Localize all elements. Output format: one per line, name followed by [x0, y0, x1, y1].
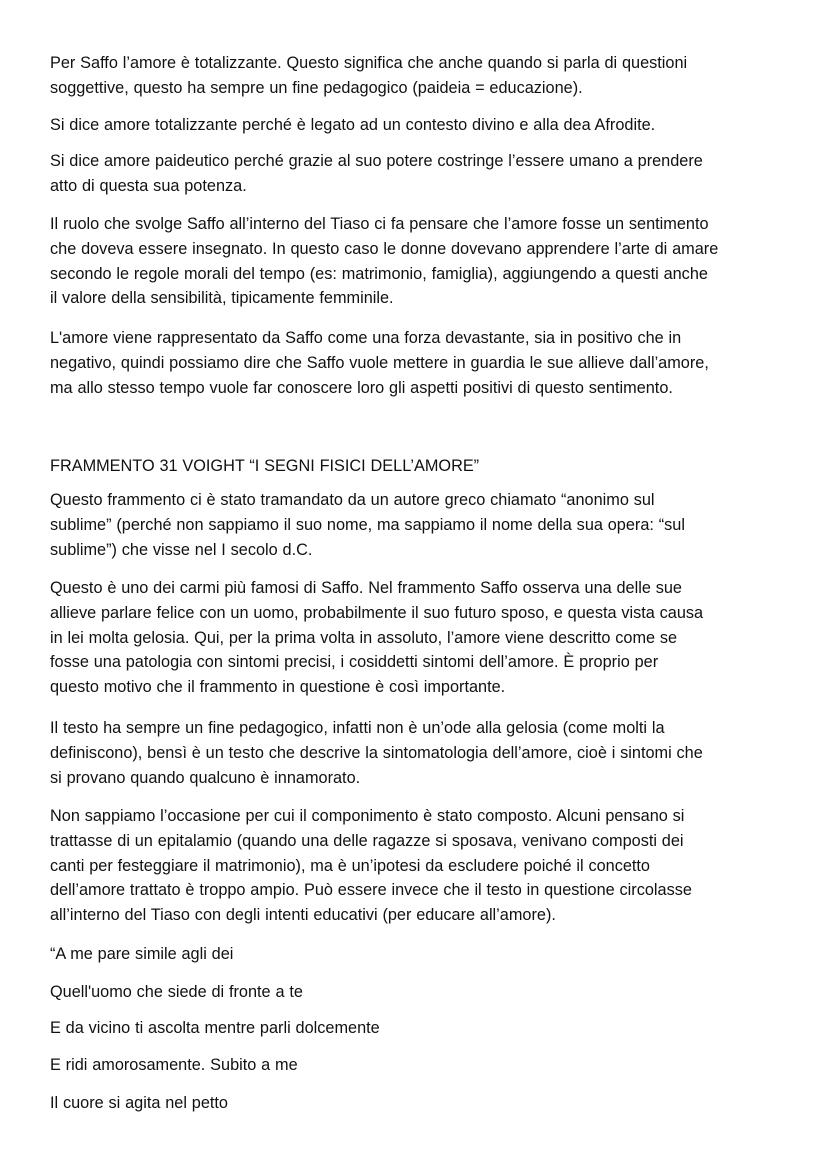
verse-line: “A me pare simile agli dei: [50, 945, 234, 963]
paragraph-fragment-4: Non sappiamo l’occasione per cui il componimento è stato composto. Alcuni pensano si trattasse di un epitalamio (quando una delle ragazze si sposava, venivano composti dei canti per festeggiare il matrimonio), ma è un’ipotesi da escludere poiché il concetto dell’amore trattato è troppo ampio. Può essere invece che il testo in questione circolasse all’interno del Tiaso con degli intenti educativi (per educare all’amore).: [50, 807, 692, 925]
paragraph-fragment-2: Questo è uno dei carmi più famosi di Saffo. Nel frammento Saffo osserva una delle sue allieve parlare felice con un uomo, probabilmente il suo futuro sposo, e questa vista causa in lei molta gelosia. Qui, per la prima volta in assoluto, l’amore viene descritto come se fosse una patologia con sintomi precisi, i cosiddetti sintomi dell’amore. È proprio per questo motivo che il frammento in questione è così importante.: [50, 579, 704, 697]
paragraph-intro-3: Si dice amore paideutico perché grazie al suo potere costringe l’essere umano a prendere atto di questa sua potenza.: [50, 152, 703, 195]
paragraph-fragment-3: Il testo ha sempre un fine pedagogico, infatti non è un’ode alla gelosia (come molti la definiscono), bensì è un testo che descrive la sintomatologia dell’amore, cioè i sintomi che si provano quando qualcuno è innamorato.: [50, 719, 703, 787]
paragraph-intro-2: Si dice amore totalizzante perché è legato ad un contesto divino e alla dea Afrodite.: [50, 116, 656, 134]
paragraph-fragment-1: Questo frammento ci è stato tramandato da un autore greco chiamato “anonimo sul sublime” (perché non sappiamo il suo nome, ma sappiamo il nome della sua opera: “sul sublime”) che visse nel I secolo d.C.: [50, 491, 685, 559]
paragraph-intro-4: Il ruolo che svolge Saffo all’interno del Tiaso ci fa pensare che l’amore fosse un sentimento che doveva essere insegnato. In questo caso le donne dovevano apprendere l’arte di amare secondo le regole morali del tempo (es: matrimonio, famiglia), aggiungendo a questi anche il valore della sensibilità, tipicamente femminile.: [50, 215, 719, 308]
verse-line: Quell'uomo che siede di fronte a te: [50, 983, 303, 1001]
section-heading: FRAMMENTO 31 VOIGHT “I SEGNI FISICI DELL’AMORE”: [50, 457, 480, 475]
verse-line: E ridi amorosamente. Subito a me: [50, 1056, 298, 1074]
paragraph-intro-1: Per Saffo l’amore è totalizzante. Questo significa che anche quando si parla di questioni soggettive, questo ha sempre un fine pedagogico (paideia = educazione).: [50, 54, 688, 97]
verse-line: E da vicino ti ascolta mentre parli dolcemente: [50, 1019, 380, 1037]
verse-line: Il cuore si agita nel petto: [50, 1094, 228, 1112]
paragraph-intro-5: L'amore viene rappresentato da Saffo come una forza devastante, sia in positivo che in negativo, quindi possiamo dire che Saffo vuole mettere in guardia le sue allieve dall’amore, ma allo stesso tempo vuole far conoscere loro gli aspetti positivi di questo sentimento.: [50, 329, 709, 397]
